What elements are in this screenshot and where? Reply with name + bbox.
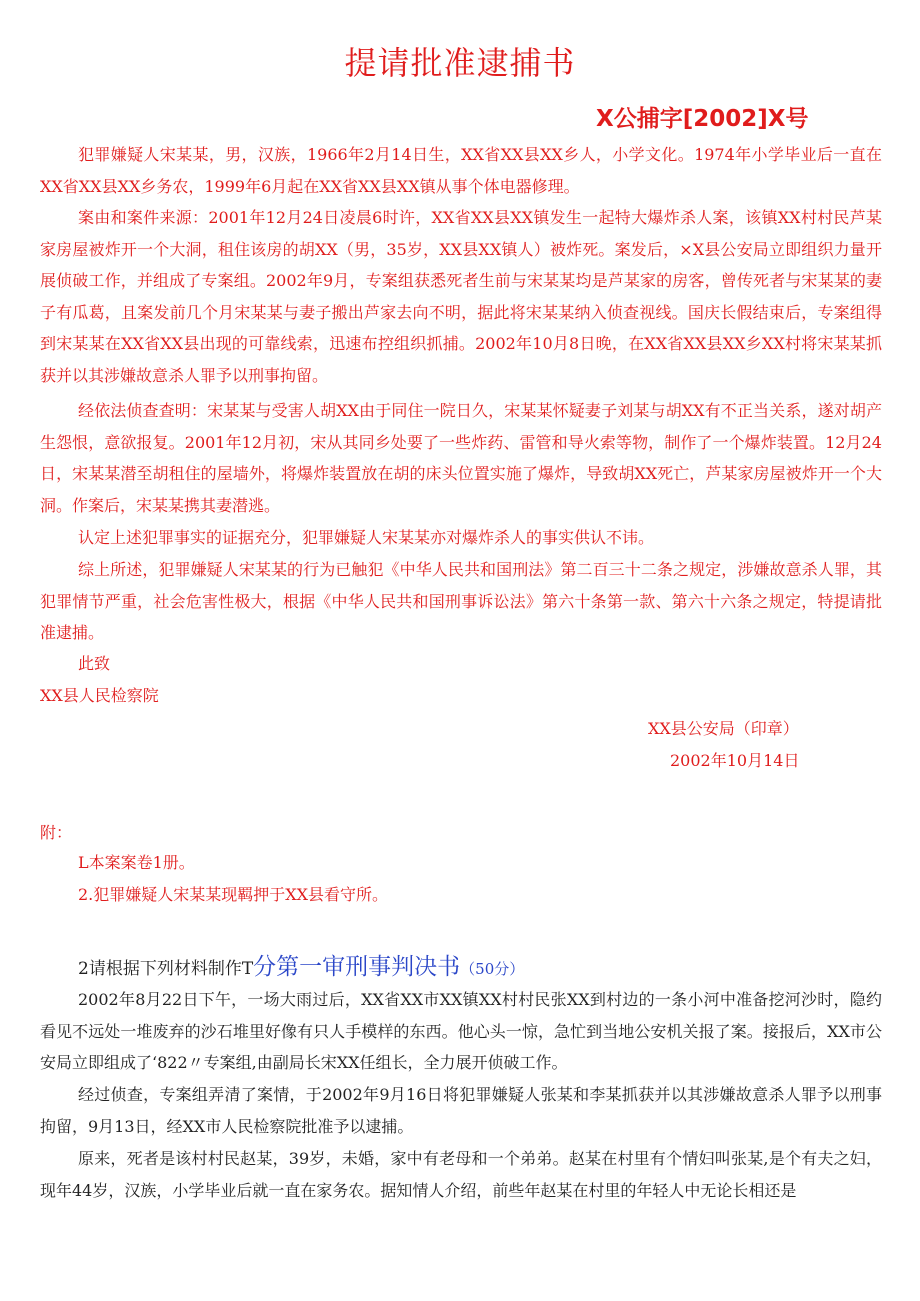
paragraph-evidence: 认定上述犯罪事实的证据充分，犯罪嫌疑人宋某某亦对爆炸杀人的事实供认不讳。 xyxy=(78,528,655,547)
signature-org: XX县公安局（印章） xyxy=(648,719,799,738)
paragraph-investigation: 经依法侦查查明：宋某某与受害人胡XX由于同住一院日久，宋某某怀疑妻子刘某与胡XX有不正当关系，遂对胡产生怨恨，意欲报复。2001年12月初，宋从其同乡处要了一些炸药、雷管和导火索等物，制作了一个爆炸装置。12月24日，宋某某潜至胡租住的屋墙外，将爆炸装置放在胡的床头位置实施了爆炸，导致胡XX死亡，芦某家房屋被炸开一个大洞。作案后，宋某某携其妻潜逃。 xyxy=(40,401,882,515)
paragraph-case-origin: 案由和案件来源：2001年12月24日凌晨6时许，XX省XX县XX镇发生一起特大爆炸杀人案，该镇XX村村民芦某家房屋被炸开一个大洞，租住该房的胡XX（男，35岁，XX县XX镇人）被炸死。案发后，×X县公安局立即组织力量开展侦破工作，并组成了专案组。2002年9月，专案组获悉死者生前与宋某某均是芦某家的房客，曾传死者与宋某某的妻子有瓜葛，且案发前几个月宋某某与妻子搬出芦家去向不明，据此将宋某某纳入侦查视线。国庆长假结束后，专案组得到宋某某在XX省XX县出现的可靠线索，迅速布控组织抓捕。2002年10月8日晚，在XX省XX县XX乡XX村将宋某某抓获并以其涉嫌故意杀人罪予以刑事拘留。 xyxy=(40,208,882,385)
section2-paragraph: 经过侦查，专案组弄清了案情，于2002年9月16日将犯罪嫌疑人张某和李某抓获并以其涉嫌故意杀人罪予以刑事拘留，9月13日，经XX市人民检察院批准予以逮捕。 xyxy=(40,1085,882,1136)
section2-paragraph: 原来，死者是该村村民赵某，39岁，未婚，家中有老母和一个弟弟。赵某在村里有个情妇叫张某,是个有夫之妇，现年44岁，汉族，小学毕业后就一直在家务农。据知情人介绍，前些年赵某在村里的年轻人中无论长相还是 xyxy=(40,1149,882,1200)
paragraph-conclusion: 综上所述，犯罪嫌疑人宋某某的行为已触犯《中华人民共和国刑法》第二百三十二条之规定，涉嫌故意杀人罪，其犯罪情节严重，社会危害性极大，根据《中华人民共和国刑事诉讼法》第六十条第一款、第六十六条之规定，特提请批准逮捕。 xyxy=(40,560,882,642)
document-title: 提请批准逮捕书 xyxy=(344,44,576,82)
recipient: XX县人民检察院 xyxy=(40,686,159,705)
paragraph-suspect-info: 犯罪嫌疑人宋某某，男，汉族，1966年2月14日生，XX省XX县XX乡人，小学文化。1974年小学毕业后一直在XX省XX县XX乡务农，1999年6月起在XX省XX县XX镇从事个体电器修理。 xyxy=(40,145,882,196)
attachment-label: 附： xyxy=(40,823,73,842)
question-2-title: 分第一审刑事判决书 xyxy=(253,954,461,980)
attachment-item: 2.犯罪嫌疑人宋某某现羁押于XX县看守所。 xyxy=(78,885,389,904)
salutation: 此致 xyxy=(78,654,111,673)
attachment-item: L本案案卷1册。 xyxy=(78,853,195,872)
question-2-points: （50分） xyxy=(460,960,525,978)
question-2-heading xyxy=(78,948,524,981)
document-number: X公捕字[2002]X号 xyxy=(596,106,809,132)
section2-paragraph: 2002年8月22日下午，一场大雨过后，XX省XX市XX镇XX村村民张XX到村边的一条小河中准备挖河沙时，隐约看见不远处一堆废弃的沙石堆里好像有只人手模样的东西。他心头一惊，急忙到当地公安机关报了案。接报后，XX市公安局立即组成了‘822〃专案组,由副局长宋XX任组长，全力展开侦破工作。 xyxy=(40,990,882,1072)
signature-date: 2002年10月14日 xyxy=(670,751,800,770)
question-2-prefix: 2请根据下列材料制作T xyxy=(78,959,254,979)
